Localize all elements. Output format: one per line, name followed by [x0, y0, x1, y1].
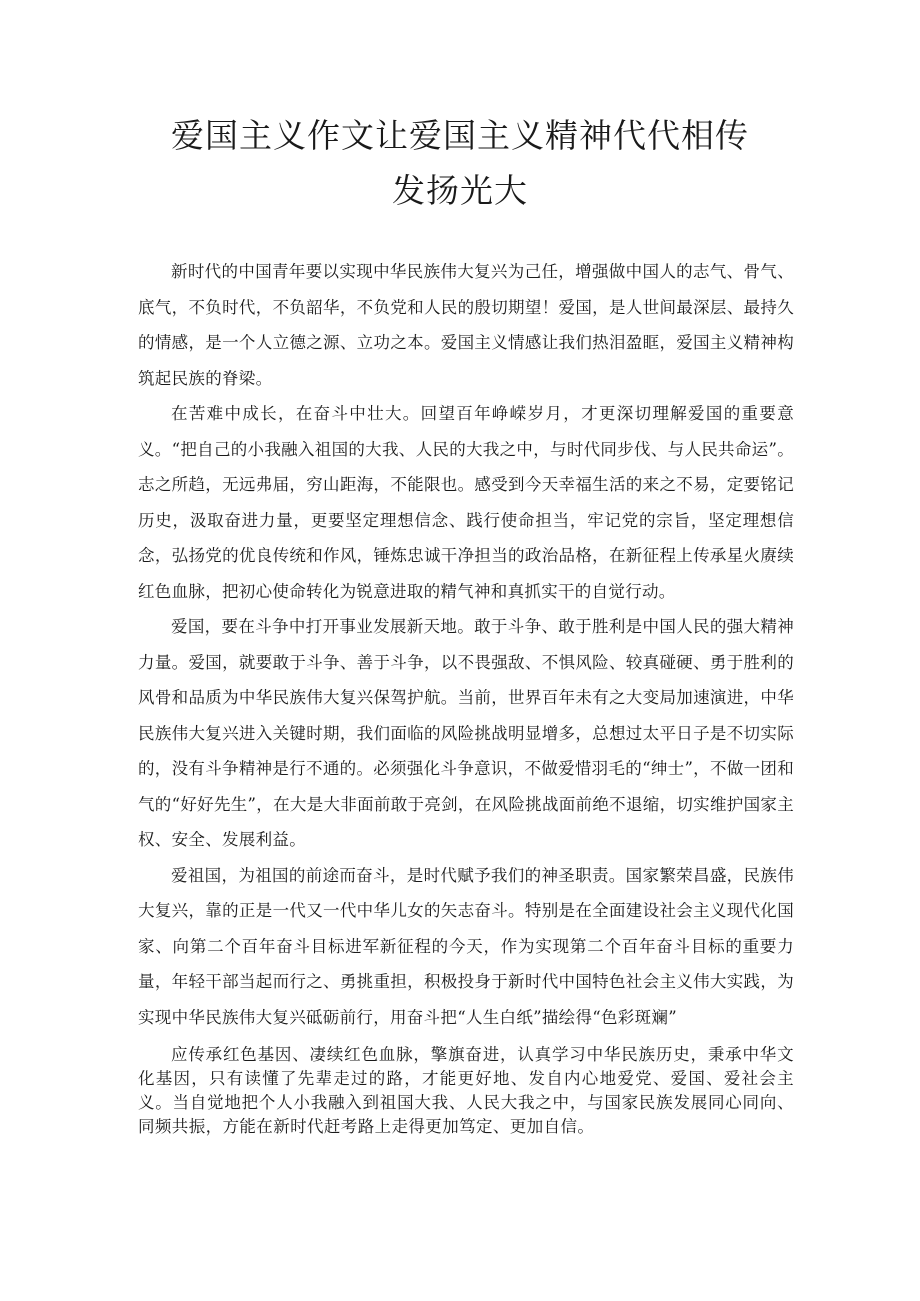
paragraph-4: 爱祖国，为祖国的前途而奋斗，是时代赋予我们的神圣职责。国家繁荣昌盛，民族伟大复兴，靠的正是一代又一代中华儿女的矢志奋斗。特别是在全面建设社会主义现代化国家、向第二个百年奋斗目标进军新征程的今天，作为实现第二个百年奋斗目标的重要力量，年轻干部当起而行之、勇挑重担，积极投身于新时代中国特色社会主义伟大实践，为实现中华民族伟大复兴砥砺前行，用奋斗把“人生白纸”描绘得“色彩斑斓” [138, 865, 794, 1027]
paragraph-1: 新时代的中国青年要以实现中华民族伟大复兴为己任，增强做中国人的志气、骨气、底气，不负时代，不负韶华，不负党和人民的殷切期望！爱国，是人世间最深层、最持久的情感，是一个人立德之源、立功之本。爱国主义情感让我们热泪盈眶，爱国主义精神构筑起民族的脊梁。 [138, 262, 794, 388]
title-line-1: 爱国主义作文让爱国主义精神代代相传 [171, 116, 749, 155]
paragraph-2: 在苦难中成长，在奋斗中壮大。回望百年峥嵘岁月，才更深切理解爱国的重要意义。“把自己的小我融入祖国的大我、人民的大我之中，与时代同步伐、与人民共命运”。志之所趋，无远弗届，穷山距海，不能限也。感受到今天幸福生活的来之不易，定要铭记历史，汲取奋进力量，更要坚定理想信念、践行使命担当，牢记党的宗旨，坚定理想信念，弘扬党的优良传统和作风，锤炼忠诚干净担当的政治品格，在新征程上传承星火赓续红色血脉，把初心使命转化为锐意进取的精气神和真抓实干的自觉行动。 [138, 404, 794, 601]
title-line-2: 发扬光大 [392, 171, 528, 210]
document-title [110, 108, 810, 218]
paragraph-3: 爱国，要在斗争中打开事业发展新天地。敢于斗争、敢于胜利是中国人民的强大精神力量。爱国，就要敢于斗争、善于斗争，以不畏强敌、不惧风险、较真碰硬、勇于胜利的风骨和品质为中华民族伟大复兴保驾护航。当前，世界百年未有之大变局加速演进，中华民族伟大复兴进入关键时期，我们面临的风险挑战明显增多，总想过太平日子是不切实际的，没有斗争精神是行不通的。必须强化斗争意识，不做爱惜羽毛的“绅士”，不做一团和气的“好好先生”，在大是大非面前敢于亮剑，在风险挑战面前绝不退缩，切实维护国家主权、安全、发展利益。 [138, 617, 794, 849]
document-body [138, 254, 794, 1139]
paragraph-5: 应传承红色基因、凄续红色血脉，擎旗奋进，认真学习中华民族历史，秉承中华文化基因，只有读懂了先辈走过的路，才能更好地、发自内心地爱党、爱国、爱社会主义。当自觉地把个人小我融入到祖国大我、人民大我之中，与国家民族发展同心同向、同频共振，方能在新时代赶考路上走得更加笃定、更加自信。 [138, 1045, 794, 1136]
